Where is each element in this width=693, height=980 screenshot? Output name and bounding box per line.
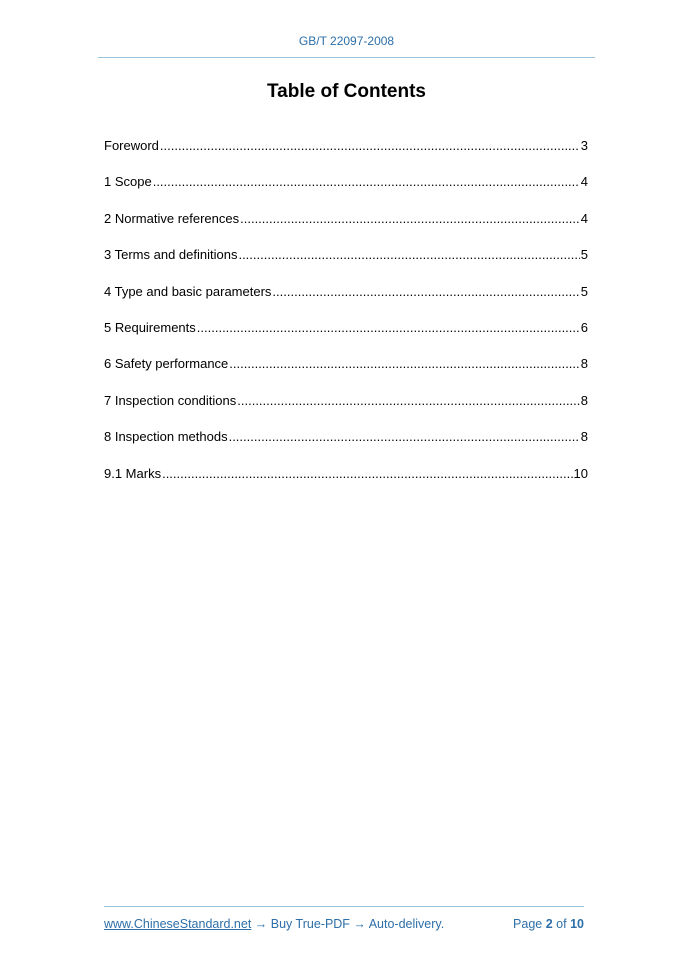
of-word: of <box>556 917 567 931</box>
website-link[interactable]: www.ChineseStandard.net <box>104 917 252 931</box>
toc-dot-leader <box>237 393 580 408</box>
page-title: Table of Contents <box>266 81 427 102</box>
total-pages-number: 10 <box>570 917 584 931</box>
current-page-number: 2 <box>545 917 553 931</box>
toc-dot-leader <box>160 138 580 153</box>
footer-promo <box>104 917 444 931</box>
toc-entry-label: 2 Normative references <box>104 210 240 226</box>
toc-entry-page: 8 <box>580 356 588 372</box>
toc-entry-page: 5 <box>580 247 588 263</box>
toc-entry-label: 5 Requirements <box>104 319 196 335</box>
toc-dot-leader <box>272 284 579 299</box>
standard-code: GB/T 22097-2008 <box>298 34 395 48</box>
toc-entry-label: Foreword <box>104 138 159 153</box>
toc-entry-label: 9.1 Marks <box>104 465 162 481</box>
toc-entry-safety-performance[interactable] <box>104 356 588 392</box>
toc-entry-page: 6 <box>580 319 588 335</box>
toc-dot-leader <box>238 247 579 262</box>
table-of-contents <box>104 138 588 502</box>
toc-dot-leader <box>153 174 580 189</box>
toc-entry-page: 10 <box>573 465 588 481</box>
toc-entry-scope[interactable] <box>104 174 588 210</box>
toc-entry-page: 4 <box>580 210 588 226</box>
toc-entry-label: 8 Inspection methods <box>104 429 228 445</box>
toc-dot-leader <box>162 466 572 481</box>
toc-dot-leader <box>229 356 579 371</box>
toc-entry-page: 8 <box>580 429 588 445</box>
toc-entry-label: 1 Scope <box>104 174 152 190</box>
toc-entry-label: 3 Terms and definitions <box>104 247 238 263</box>
toc-entry-inspection-methods[interactable] <box>104 429 588 465</box>
page-word: Page <box>513 917 543 931</box>
document-header <box>98 34 595 48</box>
toc-entry-page: 5 <box>580 283 588 299</box>
toc-dot-leader <box>197 320 580 335</box>
toc-entry-page: 8 <box>580 392 588 408</box>
toc-entry-inspection-conditions[interactable] <box>104 393 588 429</box>
header-divider <box>98 57 595 58</box>
toc-entry-foreword[interactable] <box>104 138 588 174</box>
footer-divider <box>104 906 584 907</box>
promo-text: → Buy True-PDF → Auto-delivery. <box>251 917 445 931</box>
toc-entry-terms-and-definitions[interactable] <box>104 247 588 283</box>
page-indicator <box>513 917 584 931</box>
toc-dot-leader <box>240 211 580 226</box>
toc-entry-type-and-basic-parameters[interactable] <box>104 284 588 320</box>
toc-entry-label: 6 Safety performance <box>104 356 229 372</box>
toc-entry-requirements[interactable] <box>104 320 588 356</box>
toc-entry-normative-references[interactable] <box>104 211 588 247</box>
toc-entry-page: 4 <box>580 174 588 190</box>
toc-dot-leader <box>229 429 580 444</box>
toc-entry-page: 3 <box>580 138 588 153</box>
toc-entry-marks[interactable] <box>104 466 588 502</box>
toc-entry-label: 7 Inspection conditions <box>104 392 237 408</box>
toc-entry-label: 4 Type and basic parameters <box>104 283 272 299</box>
